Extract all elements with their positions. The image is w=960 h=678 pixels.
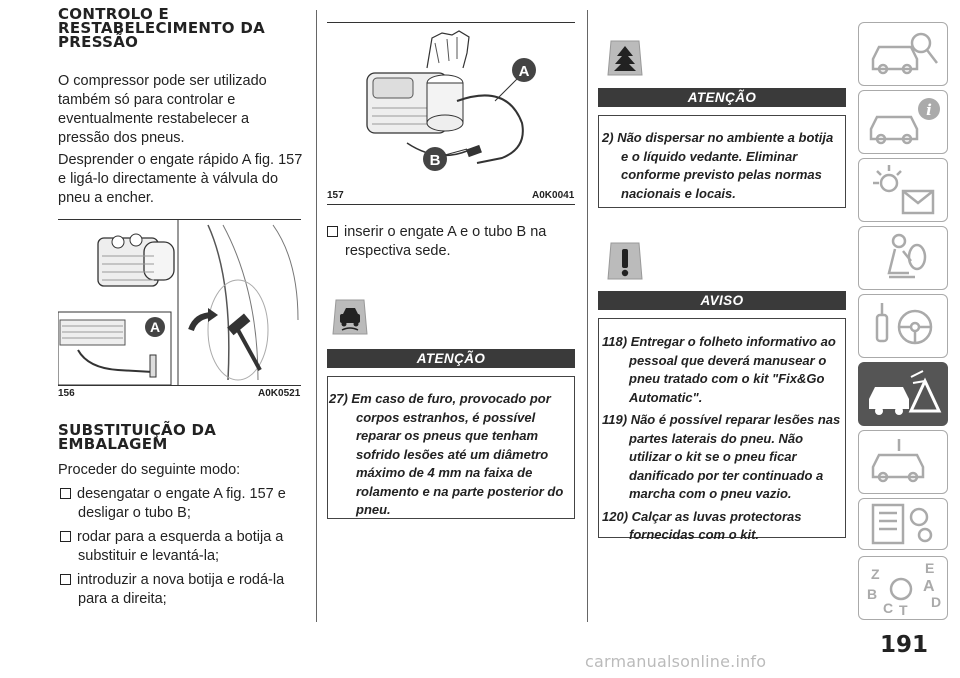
environment-icon [605, 38, 645, 78]
svg-text:D: D [931, 594, 942, 610]
notice-item-118: 118) Entregar o folheto informativo ao pessoal que deverá manusear o pneu tratado com o kit "Fix&Go Automatic". [602, 334, 836, 405]
svg-text:B: B [867, 586, 878, 602]
warning-box-2 [598, 115, 846, 208]
bullet-item: desengatar o engate A fig. 157 e desligar o tubo B; [58, 485, 308, 523]
svg-text:i: i [926, 101, 932, 119]
car-skid-icon [330, 297, 370, 337]
callout-a-157: A [518, 63, 530, 80]
bullet-item-insert: inserir o engate A e o tubo B na respectiva sede. [325, 223, 590, 261]
warning-text-27: 27) Em caso de furo, provocado por corpos estranhos, é possível reparar os pneus que tenham sofrido lesões até um diâmetro máximo de 4 mm na faixa de rolamento e na parte posterior do pneu. [329, 391, 564, 517]
column-divider-2 [587, 10, 588, 622]
tab-car-search-icon[interactable] [858, 22, 948, 86]
bullet-list-1 [58, 485, 308, 609]
figure-157-rule [327, 204, 575, 205]
checkbox-bullet-icon [327, 226, 338, 237]
warning-text-2: 2) Não dispersar no ambiente a botija e o líquido vedante. Eliminar conforme previsto pelas normas nacionais e locais. [602, 130, 834, 201]
checkbox-bullet-icon [60, 488, 71, 499]
callout-a-156: A [149, 319, 161, 335]
notice-title-bar: AVISO [598, 291, 846, 310]
bullet-item: rodar para a esquerda a botija a substituir e levantá-la; [58, 528, 308, 566]
heading-replacement: SUBSTITUIÇÃO DA EMBALAGEM [58, 421, 217, 453]
svg-text:A: A [923, 578, 935, 595]
para-compressor: O compressor pode ser utilizado também só para controlar e eventualmente restabelecer a pressão dos pneus. [58, 73, 267, 146]
heading-pressure: CONTROLO E RESTABELECIMENTO DA PRESSÃO [58, 5, 266, 51]
tab-car-breakdown-warning-icon[interactable] [858, 362, 948, 426]
tab-index-letters-icon[interactable] [858, 556, 948, 620]
para-quick-coupling: Desprender o engate rápido A fig. 157 e ligá-lo directamente à válvula do pneu a encher. [58, 152, 303, 206]
exclamation-icon [605, 240, 645, 282]
footer-watermark: carmanualsonline.info [585, 652, 767, 671]
tab-car-info-icon[interactable] [858, 90, 948, 154]
notice-item-119: 119) Não é possível reparar lesões nas partes laterais do pneu. Não utilizar o kit se o pneu ficar danificado por ter continuado a marcha com o pneu vazio. [602, 412, 841, 501]
compressor-hose-illustration [327, 23, 575, 185]
column-divider-1 [316, 10, 317, 622]
checkbox-bullet-icon [60, 574, 71, 585]
bullet-item: introduzir a nova botija e rodá-la para a direita; [58, 571, 308, 609]
svg-text:T: T [899, 602, 908, 618]
figure-157-code: A0K0041 [532, 190, 575, 201]
para-procedure: Proceder do seguinte modo: [58, 462, 241, 478]
figure-157-number: 157 [327, 190, 344, 201]
tab-key-steering-icon[interactable] [858, 294, 948, 358]
svg-text:Z: Z [871, 566, 880, 582]
warning-title-bar: ATENÇÃO [598, 88, 846, 107]
svg-text:E: E [925, 560, 935, 576]
figure-157 [327, 22, 575, 185]
page-number: 191 [880, 632, 929, 658]
figure-156 [58, 219, 301, 386]
notice-box [598, 318, 846, 542]
figure-156-number: 156 [58, 388, 75, 399]
notice-item-120: 120) Calçar as luvas protectoras fornecidas com o kit. [602, 508, 802, 542]
tab-lights-mail-icon[interactable] [858, 158, 948, 222]
tab-airbag-seat-icon[interactable] [858, 226, 948, 290]
tab-specs-gear-icon[interactable] [858, 498, 948, 550]
tab-car-service-icon[interactable] [858, 430, 948, 494]
warning-box-27 [327, 376, 575, 519]
svg-text:C: C [883, 600, 894, 616]
warning-title-bar: ATENÇÃO [327, 349, 575, 368]
callout-b-157: B [429, 152, 441, 169]
figure-156-code: A0K0521 [258, 388, 301, 399]
checkbox-bullet-icon [60, 531, 71, 542]
compressor-valve-illustration [58, 220, 301, 385]
